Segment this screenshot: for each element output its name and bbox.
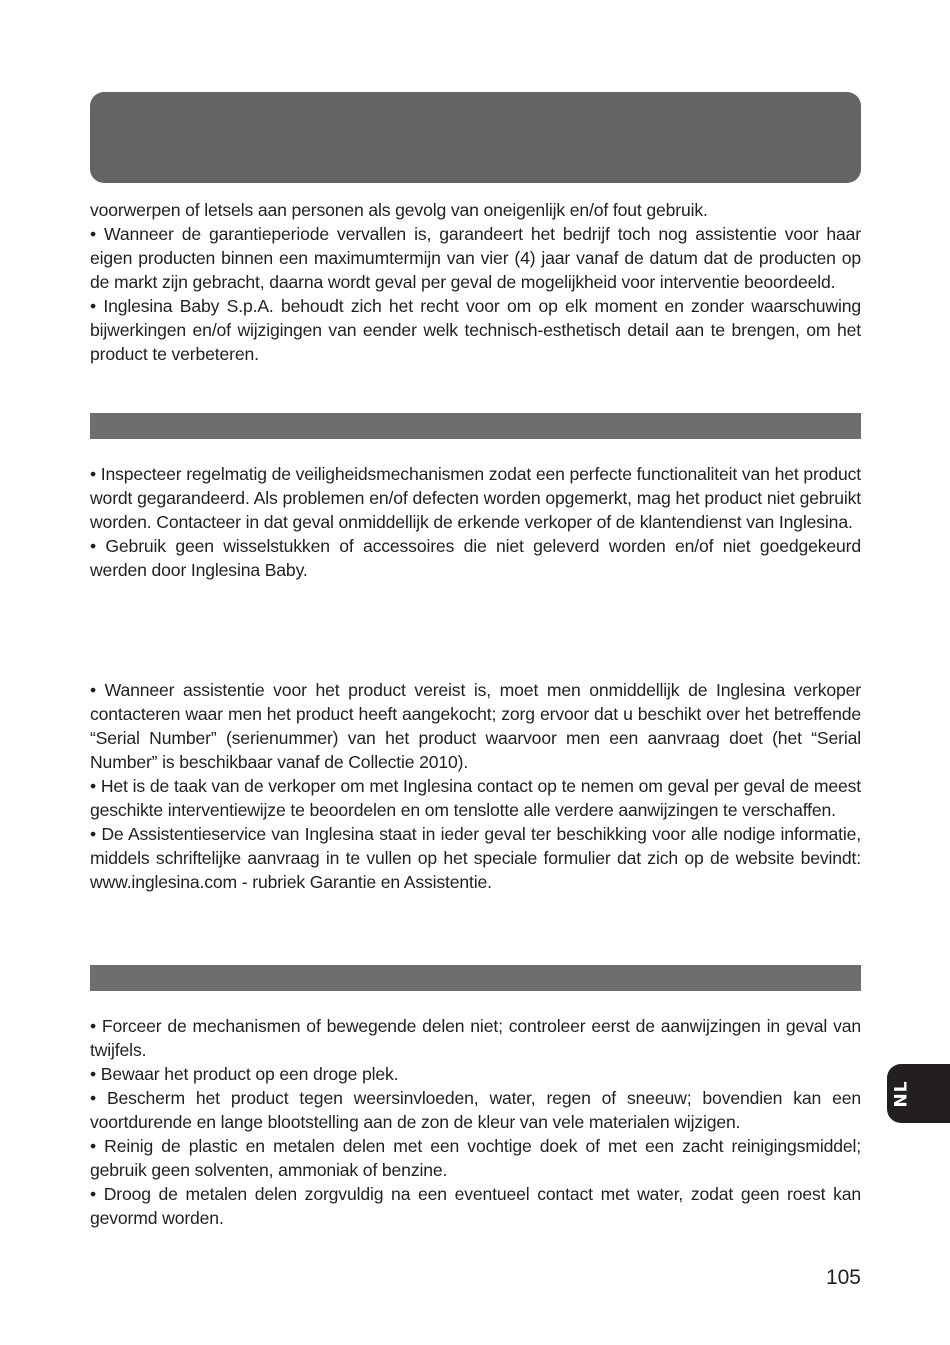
header-banner	[90, 92, 861, 183]
section-intro	[90, 198, 861, 366]
paragraph: • De Assistentieservice van Inglesina staat in ieder geval ter beschikking voor alle nodige informatie, middels schriftelijke aanvraag in te vullen op het speciale formulier dat zich op de website bevindt: www.inglesina.com - rubriek Garantie en Assistentie.	[90, 824, 861, 892]
paragraph: • Het is de taak van de verkoper om met Inglesina contact op te nemen om geval per geval de meest geschikte interventiewijze te beoordelen en om tenslotte alle verdere aanwijzingen te verschaffen.	[90, 776, 861, 820]
section-assistance	[90, 678, 861, 894]
page-number: 105	[825, 1266, 861, 1289]
language-code: NL	[892, 1079, 912, 1108]
section-bar-maintenance	[90, 965, 861, 991]
language-tab-label	[887, 1064, 917, 1123]
paragraph: • Bewaar het product op een droge plek.	[90, 1064, 399, 1084]
paragraph: • Wanneer de garantieperiode vervallen is, garandeert het bedrijf toch nog assistentie voor haar eigen producten binnen een maximumtermijn van vier (4) jaar vanaf de datum dat de producten op de markt zijn gebracht, daarna wordt geval per geval de mogelijkheid voor interventie beoordeeld.	[90, 224, 861, 292]
section-bar-inspection	[90, 413, 861, 439]
paragraph: • Bescherm het product tegen weersinvloeden, water, regen of sneeuw; bovendien kan een voortdurende en lange blootstelling aan de zon de kleur van vele materialen wijzigen.	[90, 1088, 861, 1132]
paragraph: • Gebruik geen wisselstukken of accessoires die niet geleverd worden en/of niet goedgekeurd werden door Inglesina Baby.	[90, 536, 861, 580]
section-maintenance	[90, 1014, 861, 1230]
paragraph: • Inspecteer regelmatig de veiligheidsmechanismen zodat een perfecte functionaliteit van het product wordt gegarandeerd. Als problemen en/of defecten worden opgemerkt, mag het product niet gebruikt worden. Contacteer in dat geval onmiddellijk de erkende verkoper of de klantendienst van Inglesina.	[90, 464, 861, 532]
paragraph: • Reinig de plastic en metalen delen met een vochtige doek of met een zacht reinigingsmiddel; gebruik geen solventen, ammoniak of benzine.	[90, 1136, 861, 1180]
paragraph: • Forceer de mechanismen of bewegende delen niet; controleer eerst de aanwijzingen in geval van twijfels.	[90, 1016, 861, 1060]
section-inspection	[90, 462, 861, 582]
paragraph: • Droog de metalen delen zorgvuldig na een eventueel contact met water, zodat geen roest kan gevormd worden.	[90, 1184, 861, 1228]
paragraph: voorwerpen of letsels aan personen als gevolg van oneigenlijk en/of fout gebruik.	[90, 200, 708, 220]
paragraph: • Inglesina Baby S.p.A. behoudt zich het recht voor om op elk moment en zonder waarschuwing bijwerkingen en/of wijzigingen van eender welk technisch-esthetisch detail aan te brengen, om het product te verbeteren.	[90, 296, 861, 364]
paragraph: • Wanneer assistentie voor het product vereist is, moet men onmiddellijk de Inglesina verkoper contacteren waar men het product heeft aangekocht; zorg ervoor dat u beschikt over het betreffende “Serial Number” (serienummer) van het product waarvoor men een aanvraag doet (het “Serial Number” is beschikbaar vanaf de Collectie 2010).	[90, 680, 861, 772]
